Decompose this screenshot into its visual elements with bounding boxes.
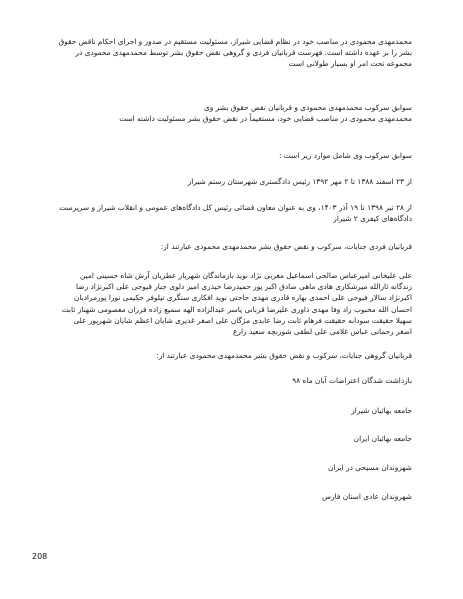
section-summary: محمدمهدی محمودی در مناصب قضایی خود، مستقیماً در نقض حقوق بشر مسئولیت داشته است bbox=[119, 114, 412, 124]
group-victim-text: شهروندان عادی استان فارس bbox=[322, 492, 412, 501]
repression-record-section bbox=[58, 102, 412, 124]
group-victims-heading bbox=[58, 350, 412, 361]
group-victim-4 bbox=[58, 462, 412, 473]
group-victim-1 bbox=[58, 375, 412, 386]
group-victims-heading-text: قربانیان گروهی جنایات، سرکوب و نقض حقوق بشر محمدمهدی محمودی عبارتند از: bbox=[156, 351, 412, 360]
group-victim-text: بازداشت شدگان اعتراضات آبان ماه ۹۸ bbox=[292, 376, 412, 385]
individual-victims-list bbox=[58, 270, 412, 337]
group-victim-3 bbox=[58, 433, 412, 444]
group-victim-text: جامعه بهائیان شیراز bbox=[351, 406, 412, 415]
individual-victims-text: علی علیخانی امیرعباس صالحی اسماعیل مغربی نژاد نوید بازماندگان شهریار عطریان آرش شاه حسینی امین زندگانه ثارالله میرشکاری هادی ماهی صادق اکبر پور حمیدرضا حیدری امیر دلوی جبار قیوجی علی اکبرنژاد رضا اکبرنژاد سالار فیوجی علی احمدی بهاره قادری مهدی حاجتی نوید افکاری سنگری نیلوفر حکیمی نورا پورمرادیان احسان الله محبوب راد وفا مهدی داوری علیرضا قربانی یاسر عبدالزاده الهه سمیع زاده فرزان معصومی شهناز ثابت سهیلا حقیقت سودابه حقیقت فرهام ثابت رضا عابدی مژگان علی اصغر غدیری شایان اعظم شایان شهرپور علی اصغر رحمانی عباس غلامی علی لطفی شوربچه سعید زارع bbox=[61, 271, 412, 337]
section-heading: سوابق سرکوب محمدمهدی محمودی و قربانیان نقض حقوق بشر وی bbox=[203, 103, 412, 112]
record-intro-text: سوابق سرکوب وی شامل موارد زیر است : bbox=[278, 151, 412, 160]
group-victim-text: جامعه بهائیان ایران bbox=[353, 434, 412, 443]
intro-paragraph bbox=[58, 36, 412, 70]
record-item-text: از ۲۸ تیر ۱۳۹۸ تا ۱۹ آذر ۱۴۰۳، وی به عنوان معاون قضائی رئیس کل دادگاه‌های عمومی و انقلاب شیراز و سرپرست دادگاه‌های کیفری ۲ شیراز bbox=[59, 203, 412, 224]
individual-victims-heading-text: قربانیان فردی جنایات، سرکوب و نقض حقوق بشر محمدمهدی محمودی عبارتند از: bbox=[160, 242, 412, 251]
individual-victims-heading bbox=[58, 241, 412, 252]
record-item-text: از ۲۳ اسفند ۱۳۸۸ تا ۲ مهر ۱۳۹۲ رئیس دادگستری شهرستان رستم شیراز bbox=[187, 177, 412, 186]
page-number: 208 bbox=[32, 552, 48, 561]
intro-text: محمدمهدی محمودی در مناصب خود در نظام قضایی شیراز، مسئولیت مستقیم در صدور و اجرای احکام ناقض حقوق بشر را بر عهده داشته است. فهرست قربانیان فردی و گروهی نقض حقوق بشر توسط محمدمهدی محمودی در مجموعه تحت امر او بسیار طولانی است bbox=[58, 37, 412, 69]
group-victim-5 bbox=[58, 491, 412, 502]
record-item-1 bbox=[58, 176, 412, 187]
group-victim-2 bbox=[58, 405, 412, 416]
record-intro bbox=[58, 150, 412, 161]
group-victim-text: شهروندان مسیحی در ایران bbox=[328, 463, 412, 472]
record-item-2 bbox=[58, 202, 412, 224]
